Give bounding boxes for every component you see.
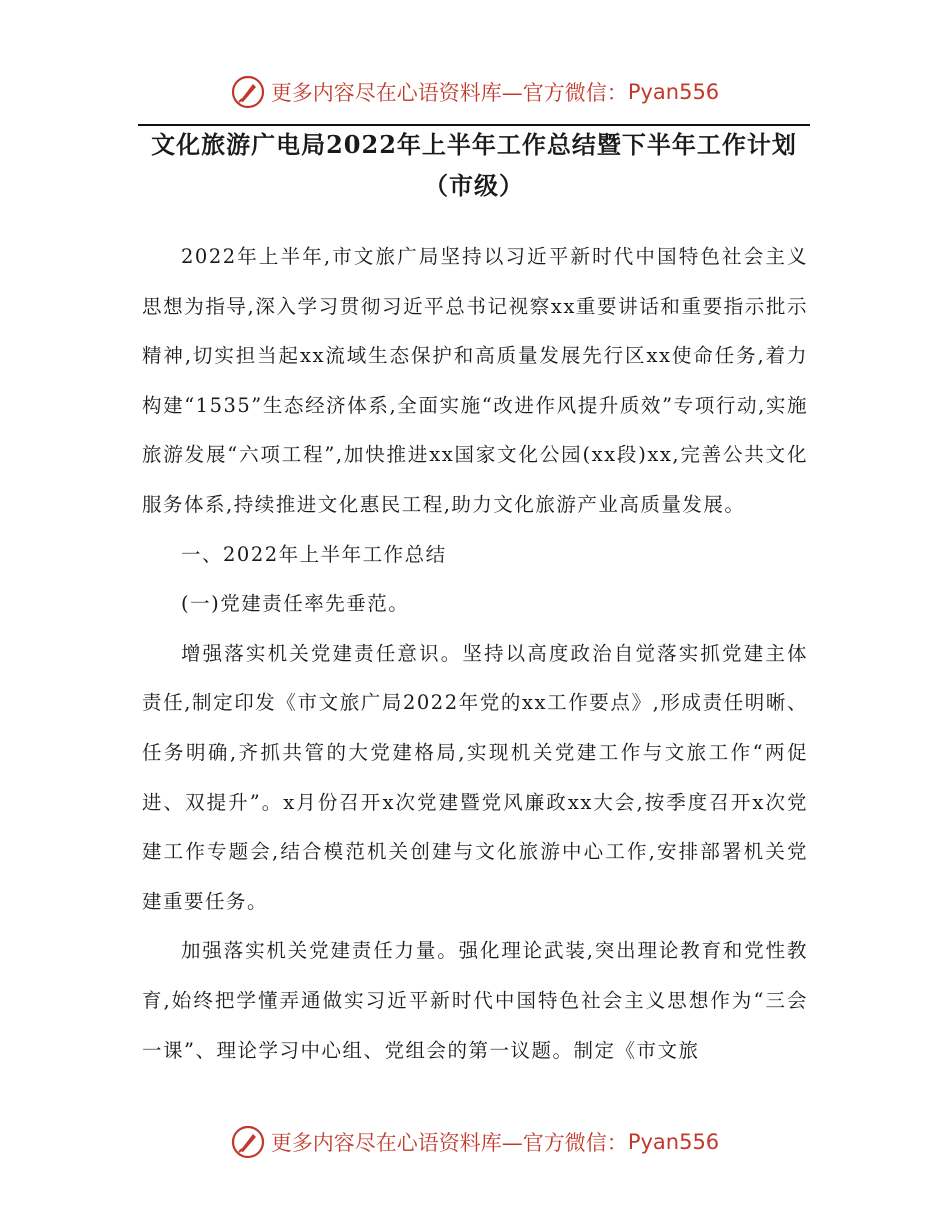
paragraph: 2022年上半年,市文旅广局坚持以习近平新时代中国特色社会主义思想为指导,深入学习贯彻习近平总书记视察xx重要讲话和重要指示批示精神,切实担当起xx流域生态保护和高质量发展先行区xx使命任务,着力构建“1535”生态经济体系,全面实施“改进作风提升质效”专项行动,实施旅游发展“六项工程”,加快推进xx国家文化公园(xx段)xx,完善公共文化服务体系,持续推进文化惠民工程,助力文化旅游产业高质量发展。 — [142, 245, 808, 516]
paragraph: 增强落实机关党建责任意识。坚持以高度政治自觉落实抓党建主体责任,制定印发《市文旅广局2022年党的xx工作要点》,形成责任明晰、任务明确,齐抓共管的大党建格局,实现机关党建工作与文旅工作“两促进、双提升”。x月份召开x次党建暨党风廉政xx大会,按季度召开x次党建工作专题会,结合模范机关创建与文化旅游中心工作,安排部署机关党建重要任务。 — [142, 641, 808, 913]
document-subtitle: （市级） — [424, 171, 524, 200]
document-title: 文化旅游广电局2022年上半年工作总结暨下半年工作计划 — [151, 130, 797, 159]
paragraph: 加强落实机关党建责任力量。强化理论武装,突出理论教育和党性教育,始终把学懂弄通做实习近平新时代中国特色社会主义思想作为“三会一课”、理论学习中心组、党组会的第一议题。制定《市文旅 — [142, 939, 808, 1062]
watermark-banner-bottom — [0, 1122, 950, 1162]
subsection-heading: (一)党建责任率先垂范。 — [181, 592, 410, 616]
watermark-banner-top — [0, 72, 950, 112]
watermark-text: 更多内容尽在心语资料库—官方微信： — [270, 1131, 628, 1155]
watermark-text: 更多内容尽在心语资料库—官方微信： — [270, 81, 628, 105]
section-heading: 一、2022年上半年工作总结 — [181, 542, 447, 566]
header-rule — [138, 124, 810, 126]
document-body — [142, 232, 808, 1075]
quill-pen-icon — [231, 1125, 265, 1159]
watermark-wechat-id: Pyan556 — [627, 80, 720, 104]
watermark-wechat-id: Pyan556 — [627, 1130, 720, 1154]
quill-pen-icon — [231, 75, 265, 109]
